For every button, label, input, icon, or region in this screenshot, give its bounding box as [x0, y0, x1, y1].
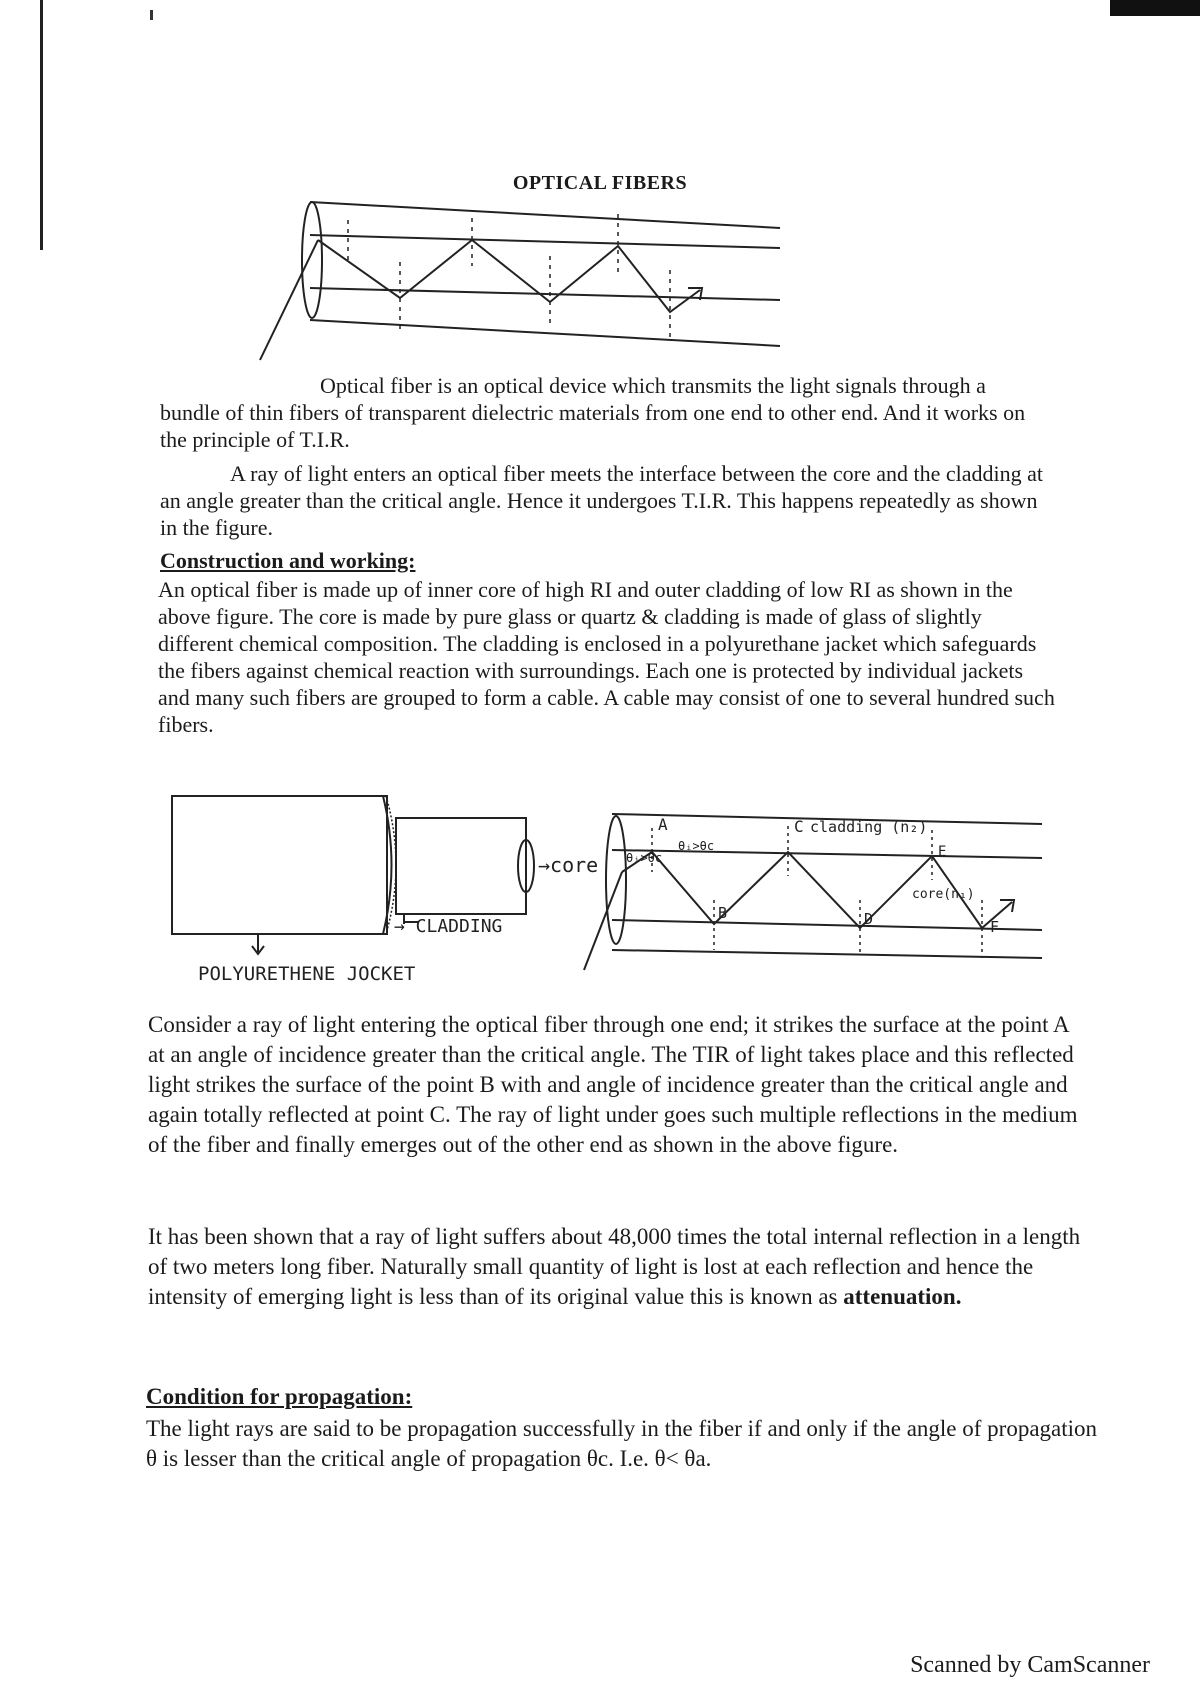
scanner-watermark: Scanned by CamScanner	[910, 1652, 1150, 1678]
propagation-heading: Condition for propagation:	[146, 1384, 413, 1409]
point-c-label: C	[794, 817, 804, 836]
construction-heading: Construction and working:	[160, 548, 416, 573]
point-f-label: F	[990, 918, 1000, 936]
intro-paragraph-1: Optical fiber is an optical device which transmits the light signals through a bundle of thin fibers of transparent dielectric materials from one end to other end. And it works on the principle of T.I.R.	[160, 373, 1026, 452]
figure-fiber-construction	[168, 790, 599, 990]
page-title: OPTICAL FIBERS	[512, 172, 688, 194]
scan-edge-top	[1110, 0, 1200, 16]
scan-edge-left	[40, 0, 43, 250]
intro-paragraph-2: A ray of light enters an optical fiber meets the interface between the core and the cladding at an angle greater than the critical angle. Hence it undergoes T.I.R. This happens repeatedly as shown in the figure.	[160, 461, 1044, 540]
point-b-label: B	[718, 904, 728, 922]
cladding-n2-label: cladding (n₂)	[810, 818, 928, 836]
cladding-label: → CLADDING	[394, 916, 503, 937]
attenuation-text: It has been shown that a ray of light suffers about 48,000 times the total internal reflection in a length of two meters long fiber. Naturally small quantity of light is lost at each reflection and hence the intensity of emerging light is less than of its original value this is known as	[148, 1224, 1081, 1309]
point-e-label: E	[938, 844, 947, 860]
angle-label-2: θᵢ>θc	[678, 839, 715, 853]
scan-mark	[150, 10, 153, 20]
consider-paragraph: Consider a ray of light entering the optical fiber through one end; it strikes the surface at the point A at an angle of incidence greater than the critical angle. The TIR of light takes place and this reflected light strikes the surface of the point B with and angle of incidence greater than the critical angle and again totally reflected at point C. The ray of light under goes such multiple reflections in the medium of the fiber and finally emerges out of the other end as shown in the above figure.	[148, 1012, 1078, 1157]
angle-label-1: θᵢ>θc	[626, 851, 663, 865]
propagation-paragraph: The light rays are said to be propagation successfully in the fiber if and only if the angle of propagation θ is lesser than the critical angle of propagation θc. I.e. θ< θa.	[146, 1416, 1098, 1471]
jacket-label: POLYURETHENE JOCKET	[198, 963, 416, 985]
point-d-label: D	[864, 910, 874, 928]
core-label: →core	[538, 853, 599, 877]
figure-tir-fiber	[260, 200, 820, 360]
figure-ray-path	[582, 800, 1052, 980]
core-n1-label: core(n₁)	[912, 887, 975, 902]
attenuation-term: attenuation.	[843, 1284, 962, 1309]
construction-paragraph: An optical fiber is made up of inner core of high RI and outer cladding of low RI as shown in the above figure. The core is made by pure glass or quartz & cladding is made of glass of slightly different chemical composition. The cladding is enclosed in a polyurethane jacket which safeguards the fibers against chemical reaction with surroundings. Each one is protected by individual jackets and many such fibers are grouped to form a cable. A cable may consist of one to several hundred such fibers.	[158, 577, 1055, 737]
attenuation-paragraph	[148, 1222, 1098, 1312]
point-a-label: A	[658, 815, 668, 834]
